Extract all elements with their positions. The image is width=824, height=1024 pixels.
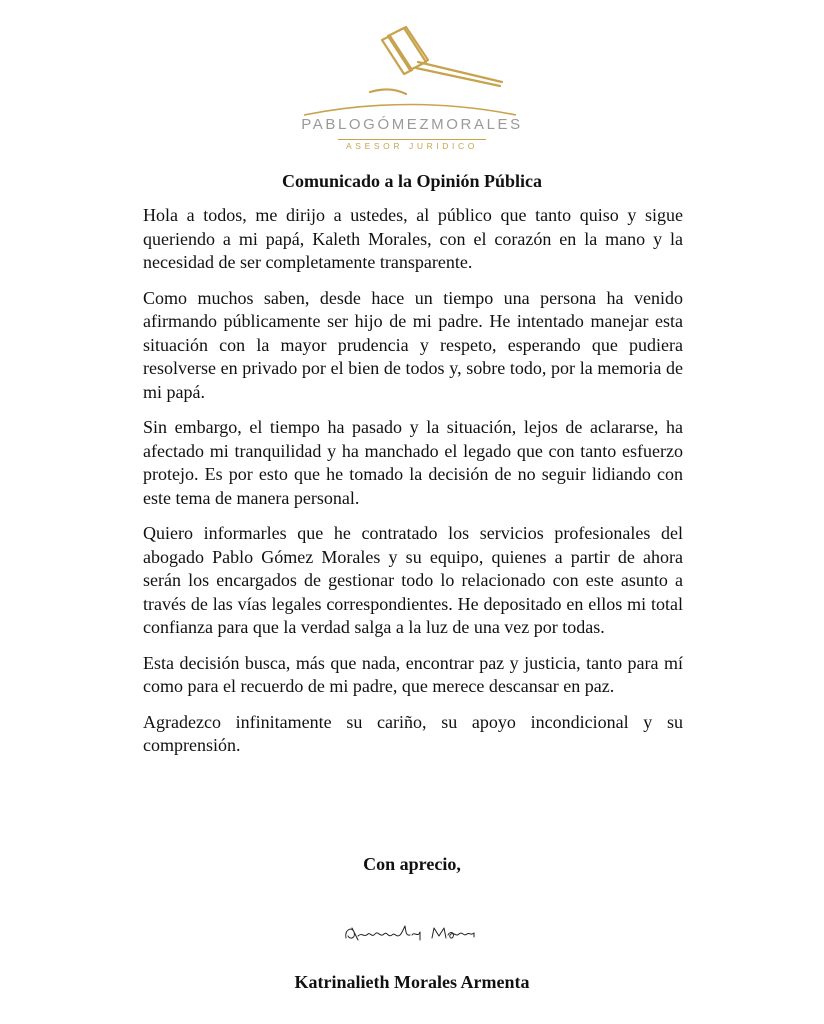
letterhead-logo [0, 0, 824, 160]
logo-swoosh [300, 98, 520, 118]
paragraph: Sin embargo, el tiempo ha pasado y la situación, lejos de aclararse, ha afectado mi tranquilidad y ha manchado el legado que con tanto esfuerzo protejo. Es por esto que he tomado la decisión de no seguir lidiando con este tema de manera personal. [143, 417, 683, 508]
brand-subtitle: ASESOR JURIDICO [346, 141, 478, 151]
letter-body [143, 204, 683, 770]
closing-salutation: Con aprecio, [363, 854, 461, 874]
signer-name: Katrinalieth Morales Armenta [294, 972, 530, 992]
paragraph: Hola a todos, me dirijo a ustedes, al público que tanto quiso y sigue queriendo a mi papá, Kaleth Morales, con el corazón en la mano y la necesidad de ser completamente transparente. [143, 205, 683, 272]
brand-name: PABLOGÓMEZMORALES [301, 116, 523, 133]
handwritten-signature [340, 918, 490, 948]
paragraph: Agradezco infinitamente su cariño, su apoyo incondicional y su comprensión. [143, 711, 683, 755]
paragraph: Quiero informarles que he contratado los servicios profesionales del abogado Pablo Gómez Morales y su equipo, quienes a partir de ahora serán los encargados de gestionar todo lo relacionado con este asunto a través de las vías legales correspondientes. He depositado en ellos mi total confianza para que la verdad salga a la luz de una vez por todas. [143, 523, 683, 637]
document-title: Comunicado a la Opinión Pública [281, 171, 543, 191]
brand-divider [338, 139, 486, 140]
paragraph: Como muchos saben, desde hace un tiempo una persona ha venido afirmando públicamente ser hijo de mi padre. He intentado manejar esta situación con la mayor prudencia y respeto, esperando que pudiera resolverse en privado por el bien de todos y, sobre todo, por la memoria de mi papá. [143, 287, 683, 402]
paragraph: Esta decisión busca, más que nada, encontrar paz y justicia, tanto para mí como para el recuerdo de mi padre, que merece descansar en paz. [143, 652, 683, 696]
